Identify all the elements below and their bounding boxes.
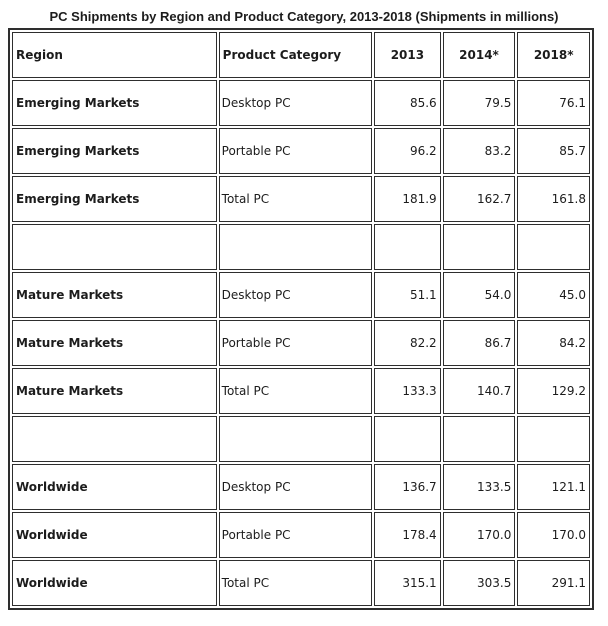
value-2013-cell xyxy=(374,224,441,270)
value-2018-cell: 121.1 xyxy=(517,464,590,510)
value-2018-cell: 84.2 xyxy=(517,320,590,366)
region-cell: Worldwide xyxy=(12,464,217,510)
category-cell: Desktop PC xyxy=(219,464,373,510)
spacer-row xyxy=(12,416,590,462)
region-cell: Mature Markets xyxy=(12,320,217,366)
category-cell: Portable PC xyxy=(219,320,373,366)
table-row xyxy=(12,464,590,510)
table-row xyxy=(12,368,590,414)
value-2018-cell: 85.7 xyxy=(517,128,590,174)
region-cell xyxy=(12,224,217,270)
value-2013-cell xyxy=(374,416,441,462)
value-2014-cell: 170.0 xyxy=(443,512,516,558)
value-2013-cell: 85.6 xyxy=(374,80,441,126)
value-2014-cell xyxy=(443,224,516,270)
value-2018-cell: 76.1 xyxy=(517,80,590,126)
category-cell: Desktop PC xyxy=(219,80,373,126)
category-cell: Desktop PC xyxy=(219,272,373,318)
category-cell: Total PC xyxy=(219,368,373,414)
table-row xyxy=(12,176,590,222)
value-2013-cell: 82.2 xyxy=(374,320,441,366)
pc-shipments-table xyxy=(8,28,594,610)
table-row xyxy=(12,272,590,318)
value-2014-cell: 133.5 xyxy=(443,464,516,510)
header-row xyxy=(12,32,590,78)
region-cell: Emerging Markets xyxy=(12,80,217,126)
value-2013-cell: 136.7 xyxy=(374,464,441,510)
page-title: PC Shipments by Region and Product Category, 2013-2018 (Shipments in millions) xyxy=(49,9,559,24)
region-cell xyxy=(12,416,217,462)
table-row xyxy=(12,128,590,174)
value-2018-cell: 161.8 xyxy=(517,176,590,222)
region-cell: Worldwide xyxy=(12,560,217,606)
category-cell: Portable PC xyxy=(219,512,373,558)
table-row xyxy=(12,80,590,126)
value-2014-cell: 162.7 xyxy=(443,176,516,222)
table-row xyxy=(12,320,590,366)
value-2014-cell: 79.5 xyxy=(443,80,516,126)
table-row xyxy=(12,560,590,606)
column-header-2018: 2018* xyxy=(517,32,590,78)
region-cell: Mature Markets xyxy=(12,272,217,318)
region-cell: Worldwide xyxy=(12,512,217,558)
value-2013-cell: 133.3 xyxy=(374,368,441,414)
category-cell xyxy=(219,224,373,270)
category-cell: Total PC xyxy=(219,176,373,222)
value-2018-cell: 170.0 xyxy=(517,512,590,558)
value-2014-cell xyxy=(443,416,516,462)
value-2018-cell: 291.1 xyxy=(517,560,590,606)
value-2018-cell xyxy=(517,224,590,270)
spacer-row xyxy=(12,224,590,270)
column-header-product-category: Product Category xyxy=(219,32,373,78)
value-2013-cell: 51.1 xyxy=(374,272,441,318)
value-2014-cell: 83.2 xyxy=(443,128,516,174)
value-2014-cell: 86.7 xyxy=(443,320,516,366)
column-header-2013: 2013 xyxy=(374,32,441,78)
value-2013-cell: 181.9 xyxy=(374,176,441,222)
region-cell: Emerging Markets xyxy=(12,128,217,174)
value-2014-cell: 140.7 xyxy=(443,368,516,414)
category-cell xyxy=(219,416,373,462)
value-2014-cell: 303.5 xyxy=(443,560,516,606)
value-2013-cell: 178.4 xyxy=(374,512,441,558)
value-2018-cell xyxy=(517,416,590,462)
value-2018-cell: 45.0 xyxy=(517,272,590,318)
column-header-region: Region xyxy=(12,32,217,78)
region-cell: Mature Markets xyxy=(12,368,217,414)
category-cell: Total PC xyxy=(219,560,373,606)
column-header-2014: 2014* xyxy=(443,32,516,78)
value-2014-cell: 54.0 xyxy=(443,272,516,318)
value-2013-cell: 96.2 xyxy=(374,128,441,174)
category-cell: Portable PC xyxy=(219,128,373,174)
value-2013-cell: 315.1 xyxy=(374,560,441,606)
table-row xyxy=(12,512,590,558)
value-2018-cell: 129.2 xyxy=(517,368,590,414)
region-cell: Emerging Markets xyxy=(12,176,217,222)
